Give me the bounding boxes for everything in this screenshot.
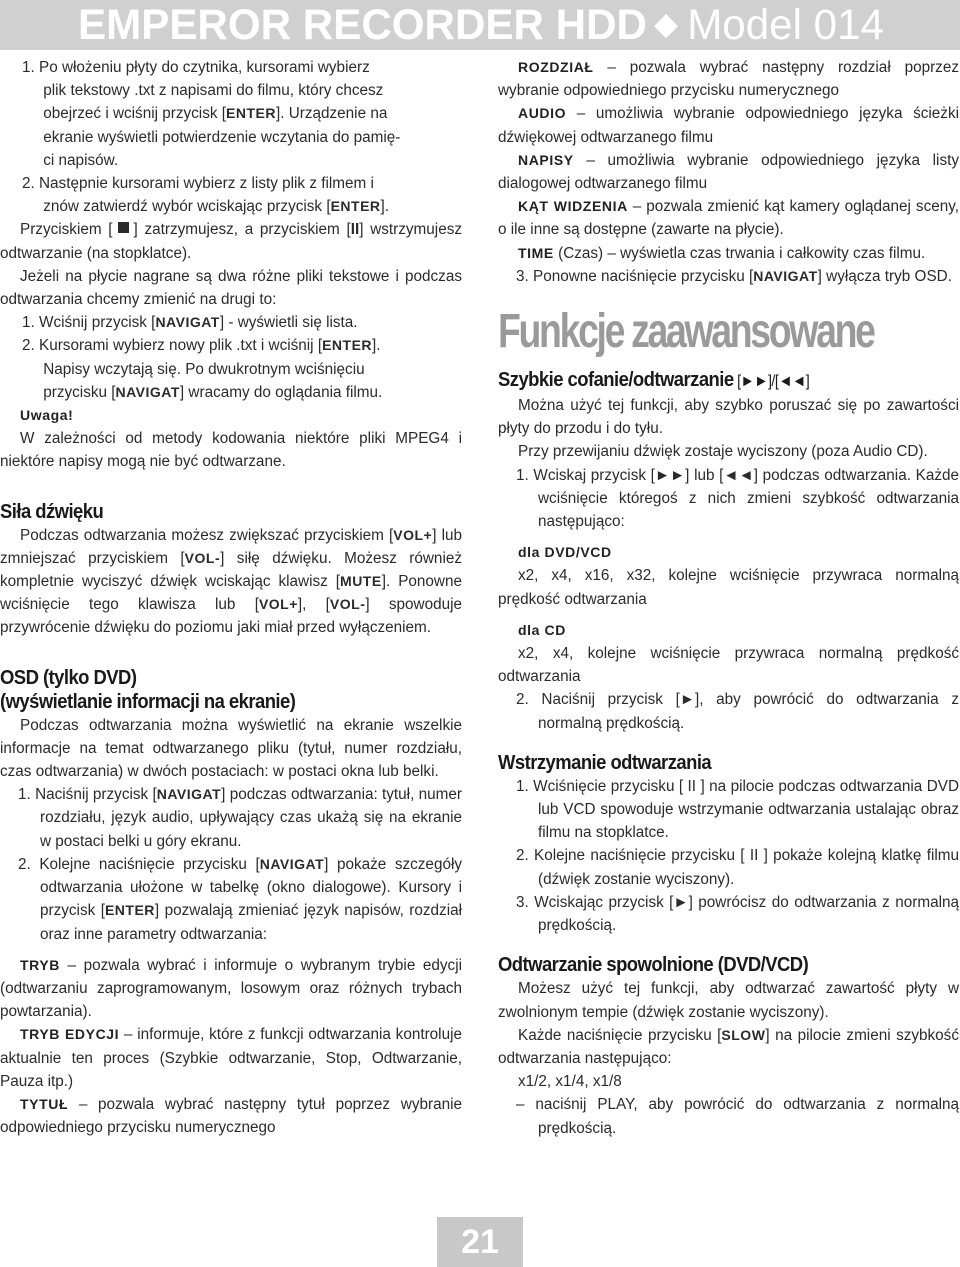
cd-speeds: x2, x4, kolejne wciśnięcie przywraca normalną prędkość odtwarzania [498, 645, 959, 686]
advanced-functions-title: Funkcje zaawansowane [498, 305, 874, 359]
osd-param-tryb-edycji: TRYB EDYCJI – informuje, które z funkcji odtwarzania kontroluje aktualnie ten proces (Szybkie odtwarzanie, Stop, Odtwarzanie, Pauza itp.) [0, 1026, 462, 1090]
slow-last: – naciśnij PLAY, aby powrócić do odtwarzania z normalną prędkością. [516, 1096, 959, 1137]
cd-label: dla CD [518, 621, 566, 638]
dvd-label: dla DVD/VCD [518, 544, 612, 561]
pause-stop-paragraph: Przyciskiem [ ] zatrzymujesz, a przyciskiem [II] wstrzymujesz odtwarzanie (na stopklatce). [0, 221, 462, 262]
warning-text: W zależności od metody kodowania niektóre pliki MPEG4 i niektóre napisy mogą nie być odtwarzane. [0, 430, 462, 471]
subtitle-step-1: 1. Po włożeniu płyty do czytnika, kursorami wybierz plik tekstowy .txt z napisami do filmu, który chcesz obejrzeć i wciśnij przycisk [ENTER]. Urządzenie na ekranie wyświetli potwierdzenie wczytania do pamię- ci napisów. [22, 59, 401, 169]
slow-paragraph: Każde naciśnięcie przycisku [SLOW] na pilocie zmieni szybkość odtwarzania następująco: [498, 1026, 959, 1067]
model-label: Model 014 [687, 1, 884, 49]
diamond-icon: ◆ [654, 8, 678, 41]
osd-param-napisy: NAPISY – umożliwia wybranie odpowiedniego języka listy dialogowej odtwarzanego filmu [498, 151, 959, 193]
slow-intro: Możesz użyć tej funkcji, aby odtwarzać zawartość płyty w zwolnionym tempie (dźwięk zostanie wyciszony). [498, 980, 959, 1021]
fast-section-title: Szybkie cofanie/odtwarzanie [►►]/[◄◄] [498, 368, 810, 392]
slow-section-title: Odtwarzanie spowolnione (DVD/VCD) [498, 953, 809, 977]
osd-param-kat: KĄT WIDZENIA – pozwala zmienić kąt kamery oglądanej sceny, o ile inne są dostępne (zawarte na płycie). [498, 198, 959, 239]
fast-note: Przy przewijaniu dźwięk zostaje wyciszony (poza Audio CD). [518, 443, 928, 461]
brand-name: EMPEROR RECORDER HDD [78, 1, 647, 49]
osd-param-rozdzial: ROZDZIAŁ – pozwala wybrać następny rozdział poprzez wybranie odpowiedniego przycisku numerycznego [498, 59, 959, 100]
multi-step-1: 1. Wciśnij przycisk [NAVIGAT] - wyświetli się lista. [22, 314, 358, 332]
fast-step-1: 1. Wciskaj przycisk [►►] lub [◄◄] podczas odtwarzania. Każde wciśnięcie któregoś z nich zmieni szybkość odtwarzania następująco: [516, 466, 959, 531]
osd-param-time: TIME (Czas) – wyświetla czas trwania i całkowity czas filmu. [518, 244, 926, 262]
pause-step-3: 3. Wciskając przycisk [►] powrócisz do odtwarzania z normalną prędkością. [516, 893, 959, 935]
multi-step-2: 2. Kursorami wybierz nowy plik .txt i wciśnij [ENTER]. Napisy wczytają się. Po dwukrotnym wciśnięciu przycisku [NAVIGAT] wracamy do oglądania filmu. [22, 337, 383, 401]
header-bar [0, 0, 960, 50]
volume-paragraph: Podczas odtwarzania możesz zwiększać przyciskiem [VOL+] lub zmniejszać przyciskiem [VOL-] siłę dźwięku. Możesz również kompletnie wyciszyć dźwięk wciskając klawisz [MUTE]. Ponowne wciśnięcie tego klawisza lub [VOL+], [VOL-] spowoduje przywrócenie dźwięku do poziomu jaki miał przed wyłączeniem. [0, 526, 463, 637]
osd-intro: Podczas odtwarzania można wyświetlić na ekranie wszelkie informacje na temat odtwarzanego pliku (tytuł, numer rozdziału, czas odtwarzania) w dwóch postaciach: w postaci okna lub belki. [0, 716, 462, 781]
fast-step-2: 2. Naciśnij przycisk [►], aby powrócić do odtwarzania z normalną prędkością. [516, 691, 959, 732]
osd-param-tytul: TYTUŁ – pozwala wybrać następny tytuł poprzez wybranie odpowiedniego przycisku numerycznego [0, 1095, 462, 1137]
warning-label: Uwaga! [20, 407, 74, 424]
osd-param-audio: AUDIO – umożliwia wybranie odpowiedniego języka ścieżki dźwiękowej odtwarzanego filmu [498, 105, 959, 146]
page-number: 21 [437, 1217, 523, 1267]
subtitle-step-2: 2. Następnie kursorami wybierz z listy plik z filmem i znów zatwierdź wybór wciskając przycisk [ENTER]. [22, 175, 390, 216]
pause-step-2: 2. Kolejne naciśnięcie przycisku [ II ] pokaże kolejną klatkę filmu (dźwięk zostanie wyciszony). [516, 847, 959, 888]
osd-section-title: OSD (tylko DVD) (wyświetlanie informacji na ekranie) [0, 665, 296, 713]
volume-section-title: Siła dźwięku [0, 499, 104, 523]
slow-speeds: x1/2, x1/4, x1/8 [518, 1073, 622, 1091]
osd-step-3: 3. Ponowne naciśnięcie przycisku [NAVIGAT] wyłącza tryb OSD. [516, 267, 952, 285]
left-column [0, 56, 462, 1139]
page-header-title [78, 2, 884, 48]
osd-step-1: 1. Naciśnij przycisk [NAVIGAT] podczas odtwarzania: tytuł, numer rozdziału, język audio, upływający czas ukażą się na ekranie w postaci belki u góry ekranu. [18, 786, 462, 850]
stop-icon [118, 222, 129, 233]
osd-param-tryb: TRYB – pozwala wybrać i informuje o wybranym trybie edycji (odtwarzaniu zaprogramowanym, losowym oraz różnych trybach powtarzania). [0, 956, 462, 1021]
right-column [498, 56, 959, 1140]
dvd-speeds: x2, x4, x16, x32, kolejne wciśnięcie przywraca normalną prędkość odtwarzania [498, 567, 959, 608]
pause-section-title: Wstrzymanie odtwarzania [498, 750, 712, 774]
pause-icon: II [350, 221, 360, 239]
pause-step-1: 1. Wciśnięcie przycisku [ II ] na pilocie podczas odtwarzania DVD lub VCD spowoduje wstrzymanie odtwarzania ustalając obraz filmu na stopklatce. [516, 777, 959, 842]
multi-subtitle-paragraph: Jeżeli na płycie nagrane są dwa różne pliki tekstowe i podczas odtwarzania chcemy zmienić na drugi to: [0, 267, 462, 309]
osd-step-2: 2. Kolejne naciśnięcie przycisku [NAVIGAT] pokaże szczegóły odtwarzania ułożone w tabelkę (okno dialogowe). Kursory i przycisk [ENTER] pozwalają zmieniać język napisów, rozdział oraz inne parametry odtwarzania: [18, 855, 462, 943]
fast-intro: Można użyć tej funkcji, aby szybko poruszać się po zawartości płyty do przodu i do tyłu. [498, 397, 959, 438]
